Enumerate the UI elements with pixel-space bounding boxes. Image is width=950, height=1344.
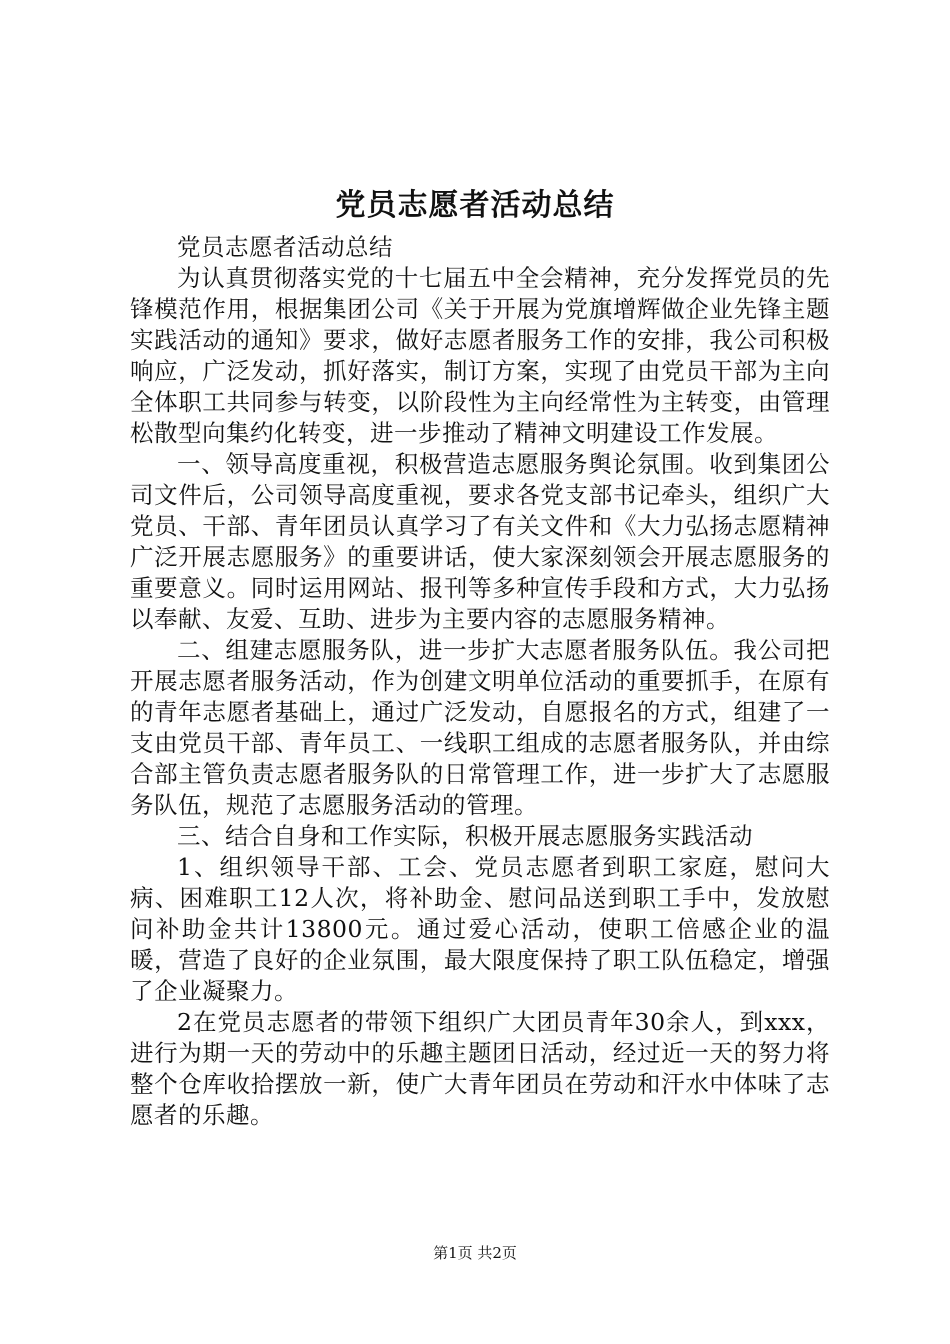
paragraph-item-2: 2在党员志愿者的带领下组织广大团员青年30余人，到xxx，进行为期一天的劳动中的乐趣主题团日活动，经过近一天的努力将整个仓库收拾摆放一新，使广大青年团员在劳动和汗水中体味了志愿者的乐趣。 [130,1008,830,1129]
paragraph-intro: 为认真贯彻落实党的十七届五中全会精神，充分发挥党员的先锋模范作用，根据集团公司《关于开展为党旗增辉做企业先锋主题实践活动的通知》要求，做好志愿者服务工作的安排，我公司积极响应，广泛发动，抓好落实，制订方案，实现了由党员干部为主向全体职工共同参与转变，以阶段性为主向经常性为主转变，由管理松散型向集约化转变，进一步推动了精神文明建设工作发展。 [130,264,830,447]
paragraph-section-1: 一、领导高度重视，积极营造志愿服务舆论氛围。收到集团公司文件后，公司领导高度重视，要求各党支部书记牵头，组织广大党员、干部、青年团员认真学习了有关文件和《大力弘扬志愿精神广泛开展志愿服务》的重要讲话，使大家深刻领会开展志愿服务的重要意义。同时运用网站、报刊等多种宣传手段和方式，大力弘扬以奉献、友爱、互助、进步为主要内容的志愿服务精神。 [130,450,830,633]
page-title: 党员志愿者活动总结 [335,188,615,223]
paragraph-subtitle: 党员志愿者活动总结 [177,233,393,261]
paragraph-section-3-heading: 三、结合自身和工作实际，积极开展志愿服务实践活动 [177,822,753,850]
paragraph-item-1: 1、组织领导干部、工会、党员志愿者到职工家庭，慰问大病、困难职工12人次，将补助金、慰问品送到职工手中，发放慰问补助金共计13800元。通过爱心活动，使职工倍感企业的温暖，营造了良好的企业氛围，最大限度保持了职工队伍稳定，增强了企业凝聚力。 [130,853,830,1005]
document-body [130,232,830,1131]
paragraph-section-2: 二、组建志愿服务队，进一步扩大志愿者服务队伍。我公司把开展志愿者服务活动，作为创建文明单位活动的重要抓手，在原有的青年志愿者基础上，通过广泛发动，自愿报名的方式，组建了一支由党员干部、青年员工、一线职工组成的志愿者服务队，并由综合部主管负责志愿者服务队的日常管理工作，进一步扩大了志愿服务队伍，规范了志愿服务活动的管理。 [130,636,830,819]
page-number-footer: 第1页 共2页 [433,1244,517,1262]
